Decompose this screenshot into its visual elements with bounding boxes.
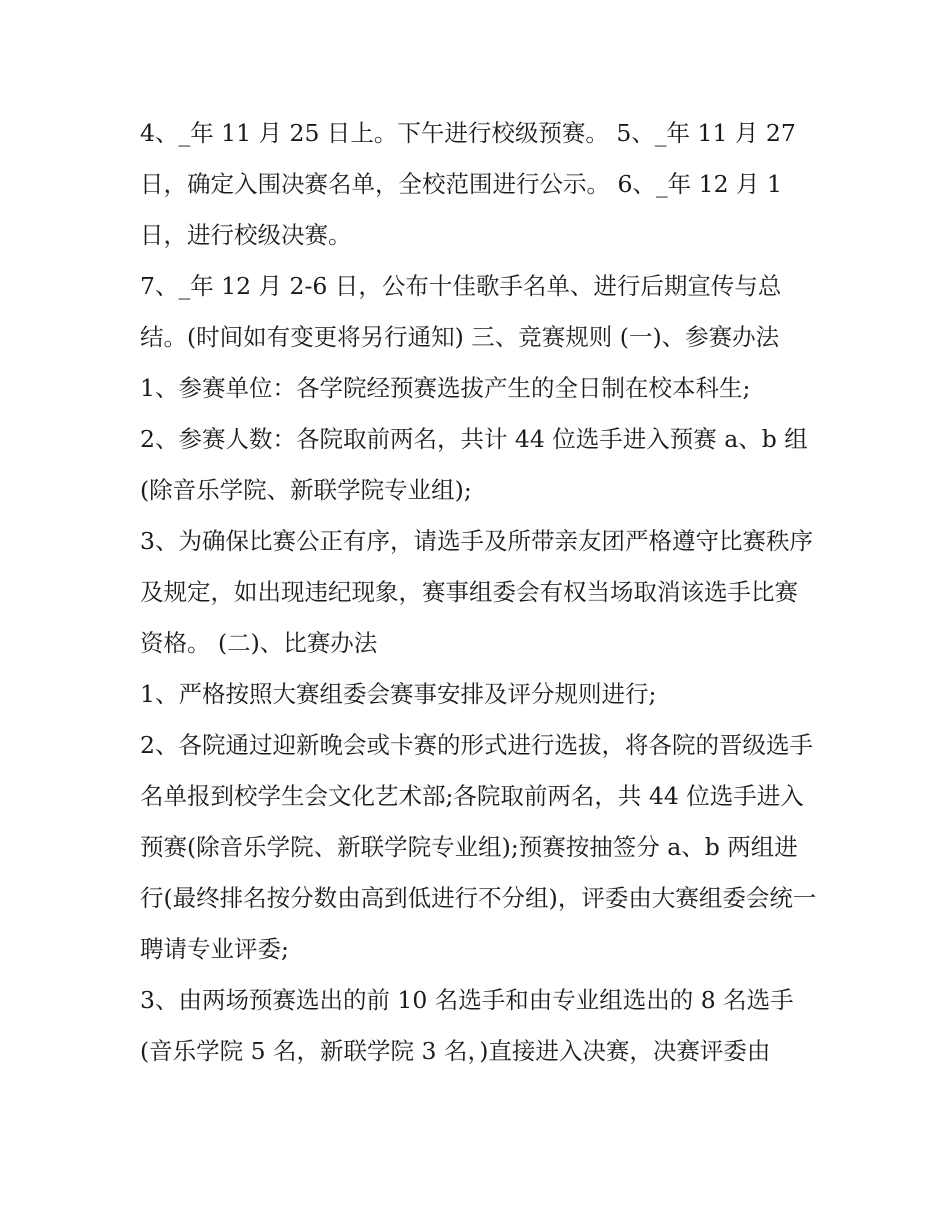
paragraph-rule-count: 2、参赛人数：各院取前两名，共计 44 位选手进入预赛 a、b 组(除音乐学院、新联学院专业组); — [140, 425, 808, 504]
paragraph-schedule-2: 7、_年 12 月 2-6 日，公布十佳歌手名单、进行后期宣传与总结。(时间如有变更将另行通知) 三、竞赛规则 (一)、参赛办法 — [140, 272, 782, 351]
paragraph-schedule-1: 4、_年 11 月 25 日上。下午进行校级预赛。 5、_年 11 月 27 日，确定入围决赛名单，全校范围进行公示。 6、_年 12 月 1 日，进行校级决赛。 — [140, 119, 796, 249]
paragraph-method-2: 2、各院通过迎新晚会或卡赛的形式进行选拔，将各院的晋级选手名单报到校学生会文化艺术部;各院取前两名，共 44 位选手进入预赛(除音乐学院、新联学院专业组);预赛按抽签分 a、b 两组进行(最终排名按分数由高到低进行不分组)，评委由大赛组委会统一聘请专业评委; — [140, 731, 817, 963]
document-body — [140, 108, 820, 1077]
paragraph-method-1: 1、严格按照大赛组委会赛事安排及评分规则进行; — [140, 680, 657, 708]
paragraph-rule-unit: 1、参赛单位：各学院经预赛选拔产生的全日制在校本科生; — [140, 374, 751, 402]
paragraph-rule-order: 3、为确保比赛公正有序，请选手及所带亲友团严格遵守比赛秩序及规定，如出现违纪现象，赛事组委会有权当场取消该选手比赛资格。 (二)、比赛办法 — [140, 527, 813, 657]
paragraph-method-3: 3、由两场预赛选出的前 10 名选手和由专业组选出的 8 名选手(音乐学院 5 名，新联学院 3 名，)直接进入决赛，决赛评委由 — [140, 986, 794, 1065]
